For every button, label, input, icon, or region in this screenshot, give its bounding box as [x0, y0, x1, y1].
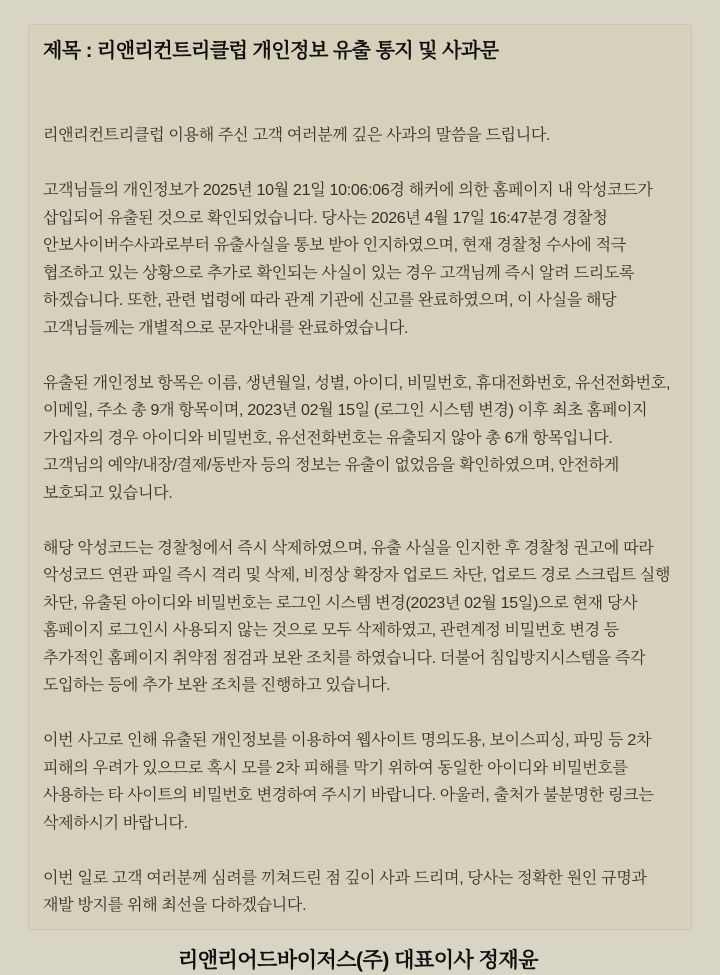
- notice-paragraph-incident-details: 고객님들의 개인정보가 2025년 10월 21일 10:06:06경 해커에 의한 홈페이지 내 악성코드가 삽입되어 유출된 것으로 확인되었습니다. 당사는 2026년 4월 17일 16:47분경 경찰청 안보사이버수사과로부터 유출사실을 통보 받아 인지하였으며, 현재 경찰청 수사에 적극 협조하고 있는 상황으로 추가로 확인되는 사실이 있는 경우 고객님께 즉시 알려 드리도록 하겠습니다. 또한, 관련 법령에 따라 관계 기관에 신고를 완료하였으며, 이 사실을 해당 고객님들께는 개별적으로 문자안내를 완료하였습니다.: [43, 182, 653, 337]
- notice-paragraph-remediation-measures: 해당 악성코드는 경찰청에서 즉시 삭제하였으며, 유출 사실을 인지한 후 경찰청 권고에 따라 악성코드 연관 파일 즉시 격리 및 삭제, 비정상 확장자 업로드 차단, 업로드 경로 스크립트 실행 차단, 유출된 아이디와 비밀번호는 로그인 시스템 변경(2023년 02월 15일)으로 현재 당사 홈페이지 로그인시 사용되지 않는 것으로 모두 삭제하였고, 관련계정 비밀번호 변경 등 추가적인 홈페이지 취약점 점검과 보완 조치를 하였습니다. 더불어 침입방지시스템을 즉각 도입하는 등에 추가 보완 조치를 진행하고 있습니다.: [43, 539, 671, 694]
- notice-box: [28, 24, 692, 972]
- notice-paragraph-leaked-items: 유출된 개인정보 항목은 이름, 생년월일, 성별, 아이디, 비밀번호, 휴대전화번호, 유선전화번호, 이메일, 주소 총 9개 항목이며, 2023년 02월 15일 (로그인 시스템 변경) 이후 최초 홈페이지 가입자의 경우 아이디와 비밀번호, 유선전화번호는 유출되지 않아 총 6개 항목입니다. 고객님의 예약/내장/결제/동반자 등의 정보는 유출이 없었음을 확인하였으며, 안전하게 보호되고 있습니다.: [43, 374, 671, 502]
- notice-paragraph-closing-apology: 이번 일로 고객 여러분께 심려를 끼쳐드린 점 깊이 사과 드리며, 당사는 정확한 원인 규명과 재발 방지를 위해 최선을 다하겠습니다.: [43, 869, 647, 914]
- notice-signature: 리앤리어드바이저스(주) 대표이사 정재윤: [177, 949, 539, 972]
- notice-title: 제목 : 리앤리컨트리클럽 개인정보 유출 통지 및 사과문: [43, 40, 499, 62]
- notice-paragraph-apology-intro: 리앤리컨트리클럽 이용해 주신 고객 여러분께 깊은 사과의 말씀을 드립니다.: [43, 127, 551, 144]
- notice-paragraph-secondary-damage-warning: 이번 사고로 인해 유출된 개인정보를 이용하여 웹사이트 명의도용, 보이스피싱, 파밍 등 2차 피해의 우려가 있으므로 혹시 모를 2차 피해를 막기 위하여 동일한 아이디와 비밀번호를 사용하는 타 사이트의 비밀번호 변경하여 주시기 바랍니다. 아울러, 출처가 불분명한 링크는 삭제하시기 바랍니다.: [43, 732, 654, 832]
